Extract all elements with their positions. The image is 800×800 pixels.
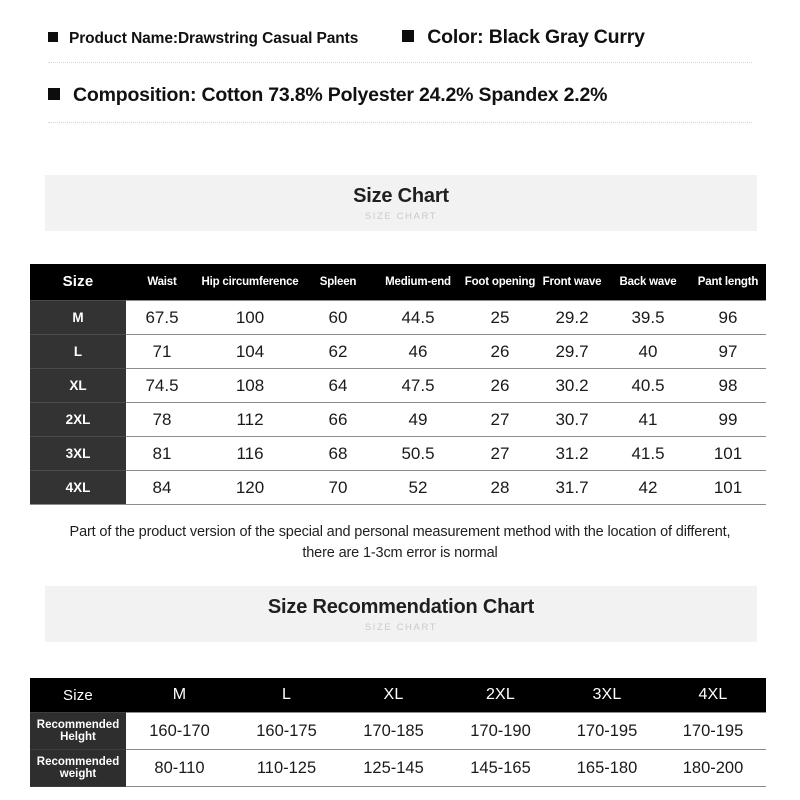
cell-weight-xl: 125-145: [340, 750, 447, 787]
column-header-spleen: Spleen: [302, 264, 374, 301]
cell-height-4xl: 170-195: [660, 713, 766, 750]
table-row: [30, 369, 766, 403]
cell-medium-end: 46: [374, 335, 462, 369]
cell-front-wave: 29.2: [538, 301, 606, 335]
cell-spleen: 66: [302, 403, 374, 437]
cell-foot-opening: 25: [462, 301, 538, 335]
cell-medium-end: 50.5: [374, 437, 462, 471]
square-bullet-icon: [402, 30, 414, 42]
row-label-line1: Recommended: [36, 718, 120, 731]
column-header-medium-end: Medium-end: [374, 264, 462, 301]
square-bullet-icon: [48, 32, 58, 42]
page-title: Size Recommendation Chart: [267, 596, 535, 618]
size-recommendation-title-band: [45, 586, 757, 642]
table-row: [30, 750, 766, 787]
table-row: [30, 713, 766, 750]
cell-waist: 81: [126, 437, 198, 471]
cell-pant-length: 97: [690, 335, 766, 369]
cell-waist: 67.5: [126, 301, 198, 335]
column-header-waist: Waist: [126, 264, 198, 301]
composition-text: Composition: Cotton 73.8% Polyester 24.2% Spandex 2.2%: [73, 84, 608, 106]
cell-spleen: 70: [302, 471, 374, 505]
square-bullet-icon: [48, 88, 60, 100]
table-header-row: [30, 264, 766, 301]
column-header-size-4xl: 4XL: [660, 678, 766, 713]
cell-waist: 74.5: [126, 369, 198, 403]
table-row: [30, 471, 766, 505]
row-label-line1: Recommended: [36, 755, 120, 768]
cell-size: 4XL: [30, 471, 126, 505]
cell-size: M: [30, 301, 126, 335]
cell-height-2xl: 170-190: [447, 713, 554, 750]
cell-height-l: 160-175: [233, 713, 340, 750]
column-header-size: Size: [30, 678, 126, 713]
cell-medium-end: 52: [374, 471, 462, 505]
cell-size: L: [30, 335, 126, 369]
cell-spleen: 60: [302, 301, 374, 335]
cell-medium-end: 49: [374, 403, 462, 437]
cell-waist: 78: [126, 403, 198, 437]
cell-back-wave: 42: [606, 471, 690, 505]
cell-front-wave: 31.2: [538, 437, 606, 471]
table-row: [30, 403, 766, 437]
cell-back-wave: 39.5: [606, 301, 690, 335]
cell-foot-opening: 28: [462, 471, 538, 505]
cell-medium-end: 47.5: [374, 369, 462, 403]
cell-front-wave: 31.7: [538, 471, 606, 505]
column-header-size: Size: [30, 264, 126, 301]
cell-hip: 108: [198, 369, 302, 403]
product-info-row-2: [48, 84, 752, 114]
size-recommendation-table: [30, 678, 766, 787]
row-label-line2: Helght: [60, 731, 96, 743]
cell-hip: 100: [198, 301, 302, 335]
column-header-front-wave: Front wave: [538, 264, 606, 301]
cell-medium-end: 44.5: [374, 301, 462, 335]
cell-waist: 84: [126, 471, 198, 505]
cell-foot-opening: 27: [462, 437, 538, 471]
column-header-size-l: L: [233, 678, 340, 713]
page-subtitle: SIZE CHART: [364, 211, 438, 222]
cell-pant-length: 96: [690, 301, 766, 335]
page-subtitle: SIZE CHART: [364, 622, 438, 633]
cell-weight-m: 80-110: [126, 750, 233, 787]
column-header-size-2xl: 2XL: [447, 678, 554, 713]
row-label-recommended-weight: [30, 750, 126, 787]
cell-pant-length: 101: [690, 437, 766, 471]
dotted-divider: [48, 122, 752, 123]
column-header-back-wave: Back wave: [606, 264, 690, 301]
measurement-note: Part of the product version of the special and personal measurement method with the location of different, there are 1-3cm error is normal: [69, 524, 731, 561]
cell-front-wave: 30.2: [538, 369, 606, 403]
cell-height-3xl: 170-195: [554, 713, 660, 750]
cell-hip: 116: [198, 437, 302, 471]
cell-hip: 120: [198, 471, 302, 505]
cell-back-wave: 40.5: [606, 369, 690, 403]
cell-size: XL: [30, 369, 126, 403]
cell-waist: 71: [126, 335, 198, 369]
product-info-row-1: [48, 26, 752, 56]
cell-foot-opening: 26: [462, 369, 538, 403]
cell-spleen: 64: [302, 369, 374, 403]
row-label-line2: weight: [59, 768, 97, 780]
cell-back-wave: 40: [606, 335, 690, 369]
cell-size: 3XL: [30, 437, 126, 471]
cell-pant-length: 101: [690, 471, 766, 505]
cell-back-wave: 41: [606, 403, 690, 437]
column-header-hip-circumference: Hip circumference: [198, 264, 302, 301]
cell-weight-4xl: 180-200: [660, 750, 766, 787]
page-title: Size Chart: [353, 185, 449, 207]
color-text: Color: Black Gray Curry: [427, 26, 645, 48]
cell-size: 2XL: [30, 403, 126, 437]
column-header-pant-length: Pant length: [690, 264, 766, 301]
table-header-row: [30, 678, 766, 713]
column-header-size-xl: XL: [340, 678, 447, 713]
product-info-block: [48, 26, 752, 114]
cell-height-m: 160-170: [126, 713, 233, 750]
table-row: [30, 335, 766, 369]
table-row: [30, 437, 766, 471]
cell-pant-length: 99: [690, 403, 766, 437]
column-header-foot-opening: Foot opening: [462, 264, 538, 301]
cell-weight-l: 110-125: [233, 750, 340, 787]
cell-height-xl: 170-185: [340, 713, 447, 750]
cell-hip: 104: [198, 335, 302, 369]
row-label-recommended-height: [30, 713, 126, 750]
column-header-size-m: M: [126, 678, 233, 713]
cell-pant-length: 98: [690, 369, 766, 403]
table-row: [30, 301, 766, 335]
dotted-divider: [48, 62, 752, 63]
column-header-size-3xl: 3XL: [554, 678, 660, 713]
cell-weight-3xl: 165-180: [554, 750, 660, 787]
cell-spleen: 68: [302, 437, 374, 471]
size-chart-title-band: [45, 175, 757, 231]
cell-spleen: 62: [302, 335, 374, 369]
cell-front-wave: 29.7: [538, 335, 606, 369]
cell-foot-opening: 26: [462, 335, 538, 369]
product-name-text: Product Name:Drawstring Casual Pants: [69, 30, 359, 47]
cell-weight-2xl: 145-165: [447, 750, 554, 787]
cell-front-wave: 30.7: [538, 403, 606, 437]
size-chart-table: [30, 264, 766, 505]
cell-foot-opening: 27: [462, 403, 538, 437]
cell-back-wave: 41.5: [606, 437, 690, 471]
cell-hip: 112: [198, 403, 302, 437]
